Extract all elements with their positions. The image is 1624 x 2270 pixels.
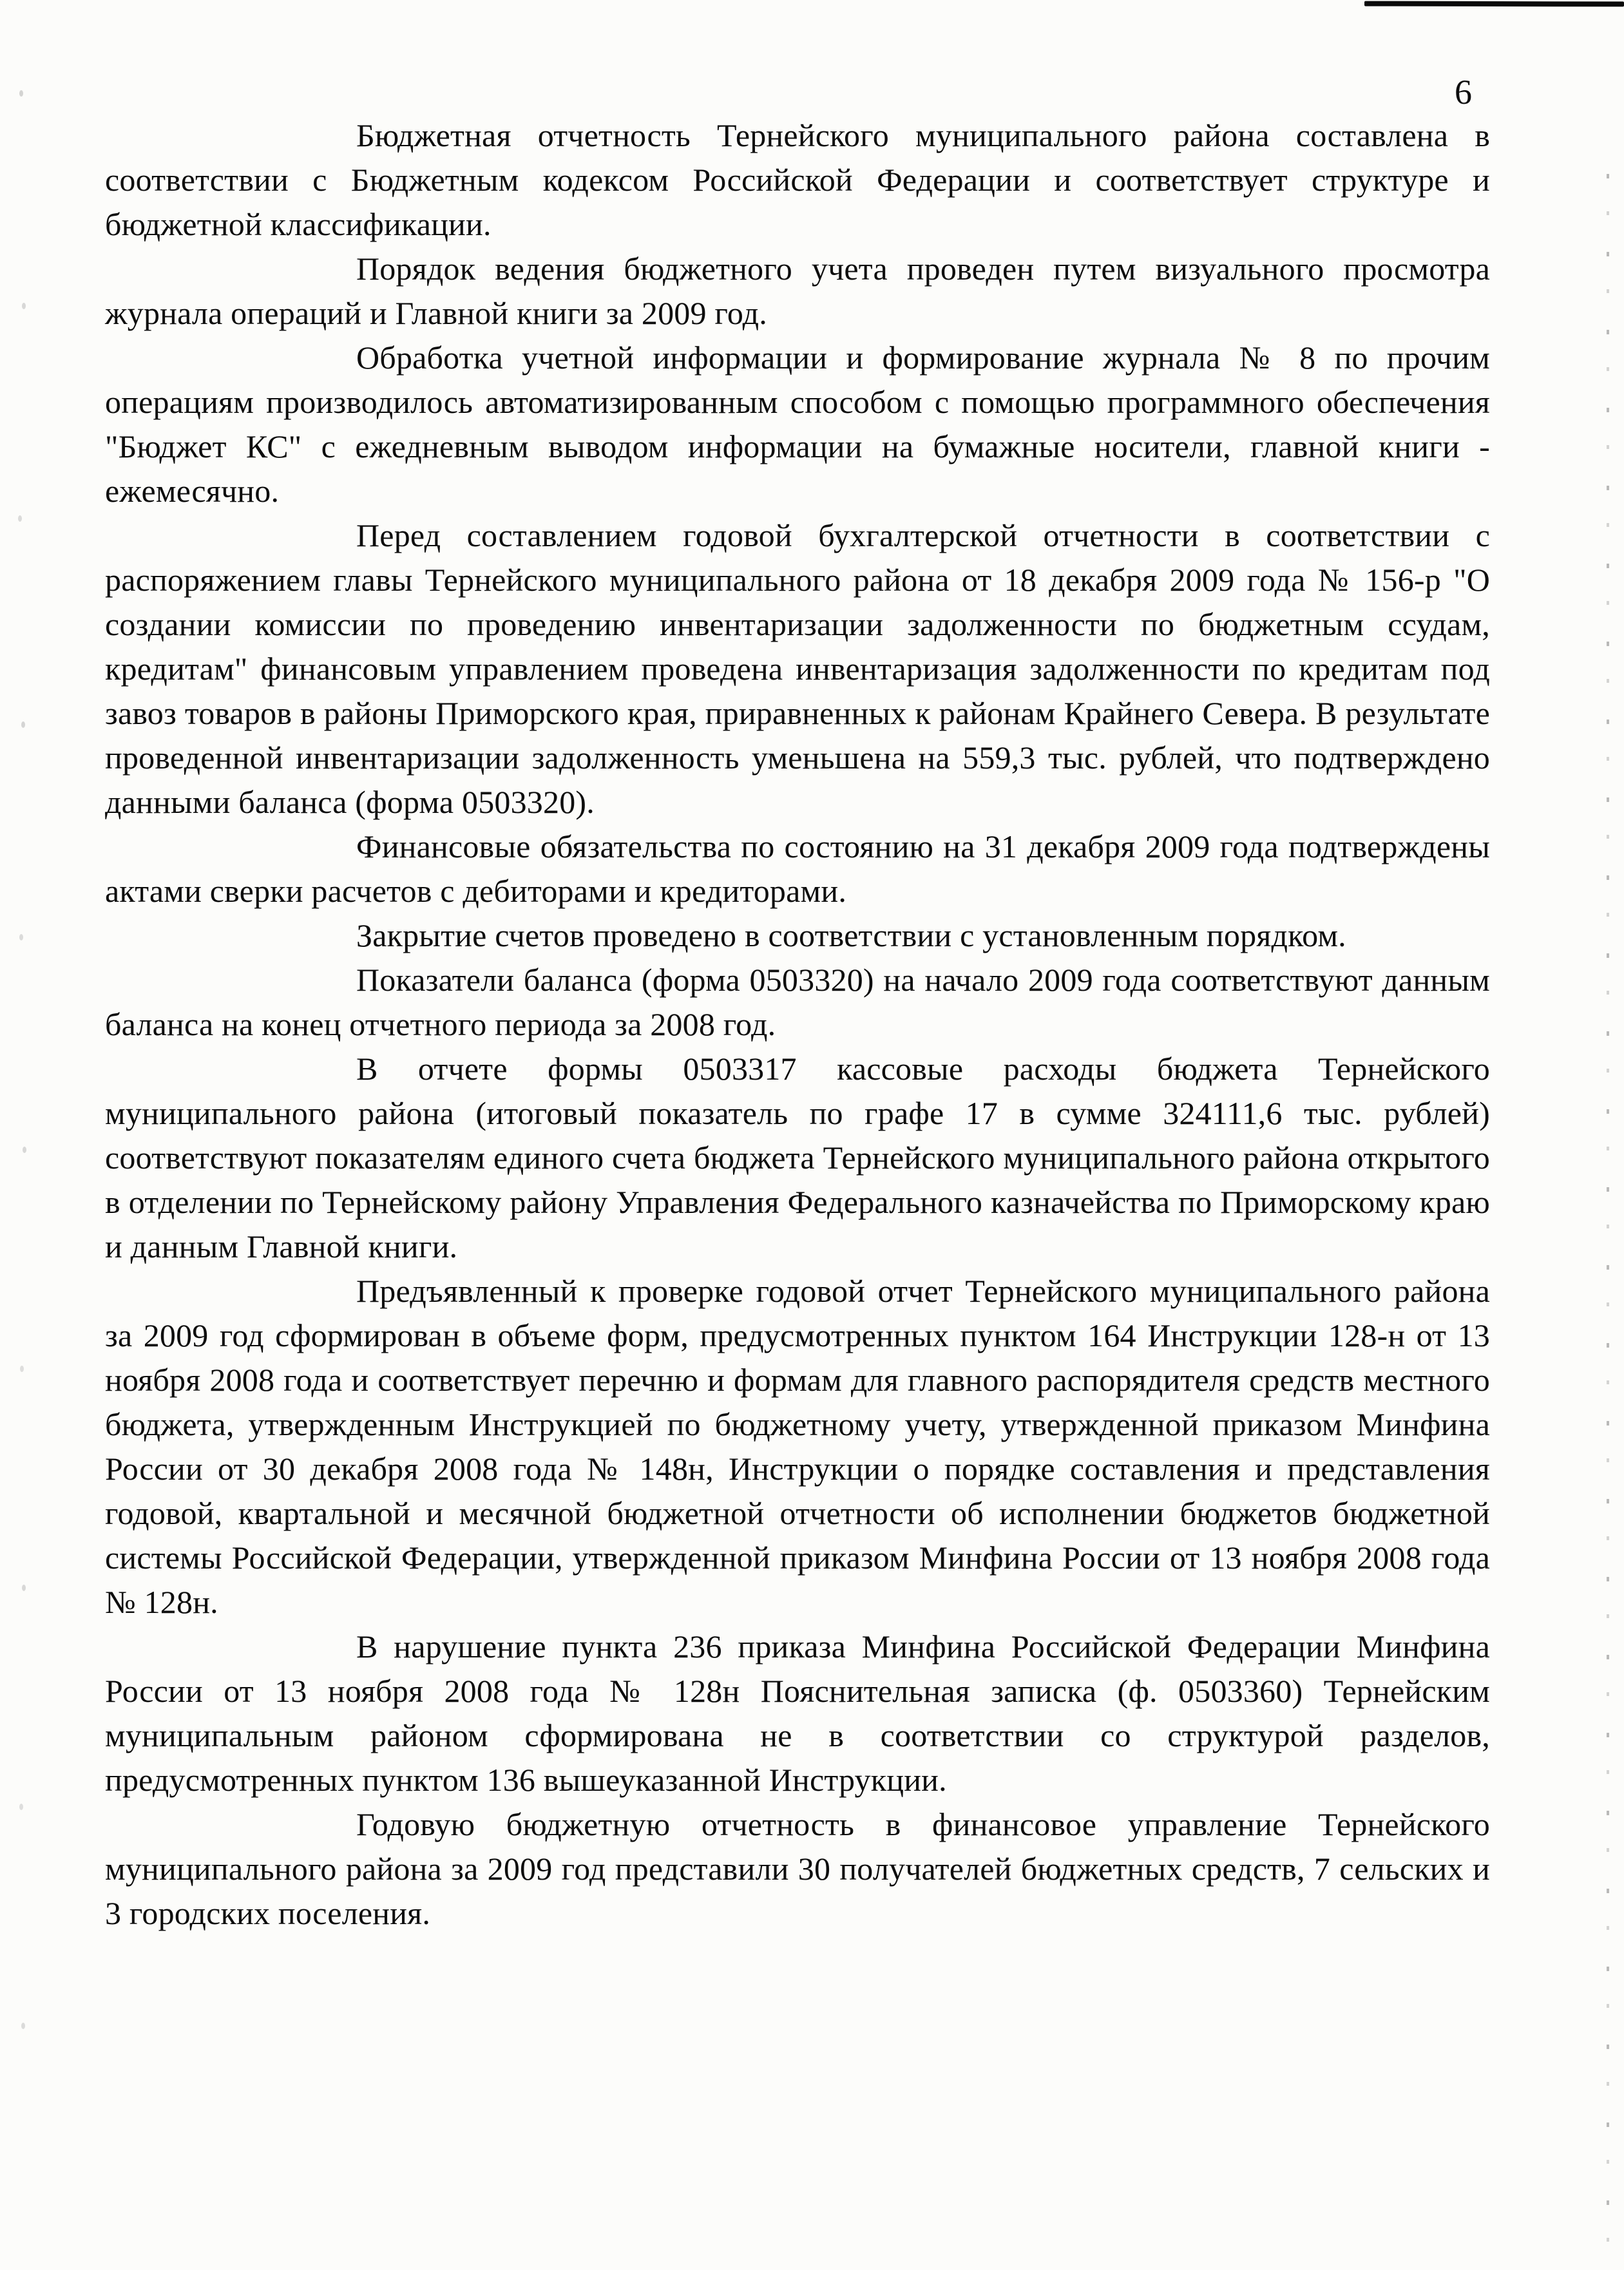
paragraph-budget-reporting-compliance: Бюджетная отчетность Тернейского муниципального района составлена в соответствии с Бюджетным кодексом Российской Федерации и соответствует структуре и бюджетной классификации. bbox=[105, 117, 1490, 242]
paragraph-form-0503317-cash-expenses: В отчете формы 0503317 кассовые расходы бюджета Тернейского муниципального района (итоговый показатель по графе 17 в сумме 324111,6 тыс. рублей) соответствуют показателям единого счета бюджета Тернейского муниципального района открытого в отделении по Тернейскому району Управления Федерального казначейства по Приморскому краю и данным Главной книги. bbox=[105, 1051, 1490, 1264]
scan-artifact-left-margin-specks bbox=[19, 90, 23, 97]
paragraph-annual-reporting-submitters: Годовую бюджетную отчетность в финансовое управление Тернейского муниципального района за 2009 год представили 30 получателей бюджетных средств, 7 сельских и 3 городских поселения. bbox=[105, 1806, 1490, 1931]
scan-artifact-right-edge-dots bbox=[1607, 174, 1609, 2255]
paragraph-accounting-order: Порядок ведения бюджетного учета проведен путем визуального просмотра журнала операций и Главной книги за 2009 год. bbox=[105, 251, 1490, 331]
page-number: 6 bbox=[1455, 73, 1472, 111]
paragraph-annual-report-composition: Предъявленный к проверке годовой отчет Тернейского муниципального района за 2009 год сформирован в объеме форм, предусмотренных пунктом 164 Инструкции 128-н от 13 ноября 2008 года и соответствует перечню и формам для главного распорядителя средств местного бюджета, утвержденным Инструкцией по бюджетному учету, утвержденной приказом Минфина России от 30 декабря 2008 года № 148н, Инструкции о порядке составления и представления годовой, квартальной и месячной бюджетной отчетности об исполнении бюджетов бюджетной системы Российской Федерации, утвержденной приказом Минфина России от 13 ноября 2008 года № 128н. bbox=[105, 1273, 1490, 1620]
paragraph-financial-obligations: Финансовые обязательства по состоянию на 31 декабря 2009 года подтверждены актами сверки расчетов с дебиторами и кредиторами. bbox=[105, 828, 1490, 909]
paragraph-accounts-closing: Закрытие счетов проведено в соответствии с установленным порядком. bbox=[356, 917, 1346, 953]
document-body bbox=[105, 113, 1490, 1936]
paragraph-balance-indicators: Показатели баланса (форма 0503320) на начало 2009 года соответствуют данным баланса на конец отчетного периода за 2008 год. bbox=[105, 962, 1490, 1042]
paragraph-journal-8-processing: Обработка учетной информации и формирование журнала № 8 по прочим операциям производилось автоматизированным способом с помощью программного обеспечения "Бюджет КС" с ежедневным выводом информации на бумажные носители, главной книги - ежемесячно. bbox=[105, 339, 1490, 509]
paragraph-violation-point-236: В нарушение пункта 236 приказа Минфина Российской Федерации Минфина России от 13 ноября 2008 года № 128н Пояснительная записка (ф. 0503360) Тернейским муниципальным районом сформирована не в соответствии со структурой разделов, предусмотренных пунктом 136 вышеуказанной Инструкции. bbox=[105, 1628, 1490, 1798]
scan-artifact-top-edge-line bbox=[1364, 1, 1624, 7]
paragraph-inventory-of-debt: Перед составлением годовой бухгалтерской отчетности в соответствии с распоряжением главы Тернейского муниципального района от 18 декабря 2009 года № 156-р "О создании комиссии по проведению инвентаризации задолженности по бюджетным ссудам, кредитам" финансовым управлением проведена инвентаризация задолженности по кредитам под завоз товаров в районы Приморского края, приравненных к районам Крайнего Севера. В результате проведенной инвентаризации задолженность уменьшена на 559,3 тыс. рублей, что подтверждено данными баланса (форма 0503320). bbox=[105, 517, 1490, 820]
